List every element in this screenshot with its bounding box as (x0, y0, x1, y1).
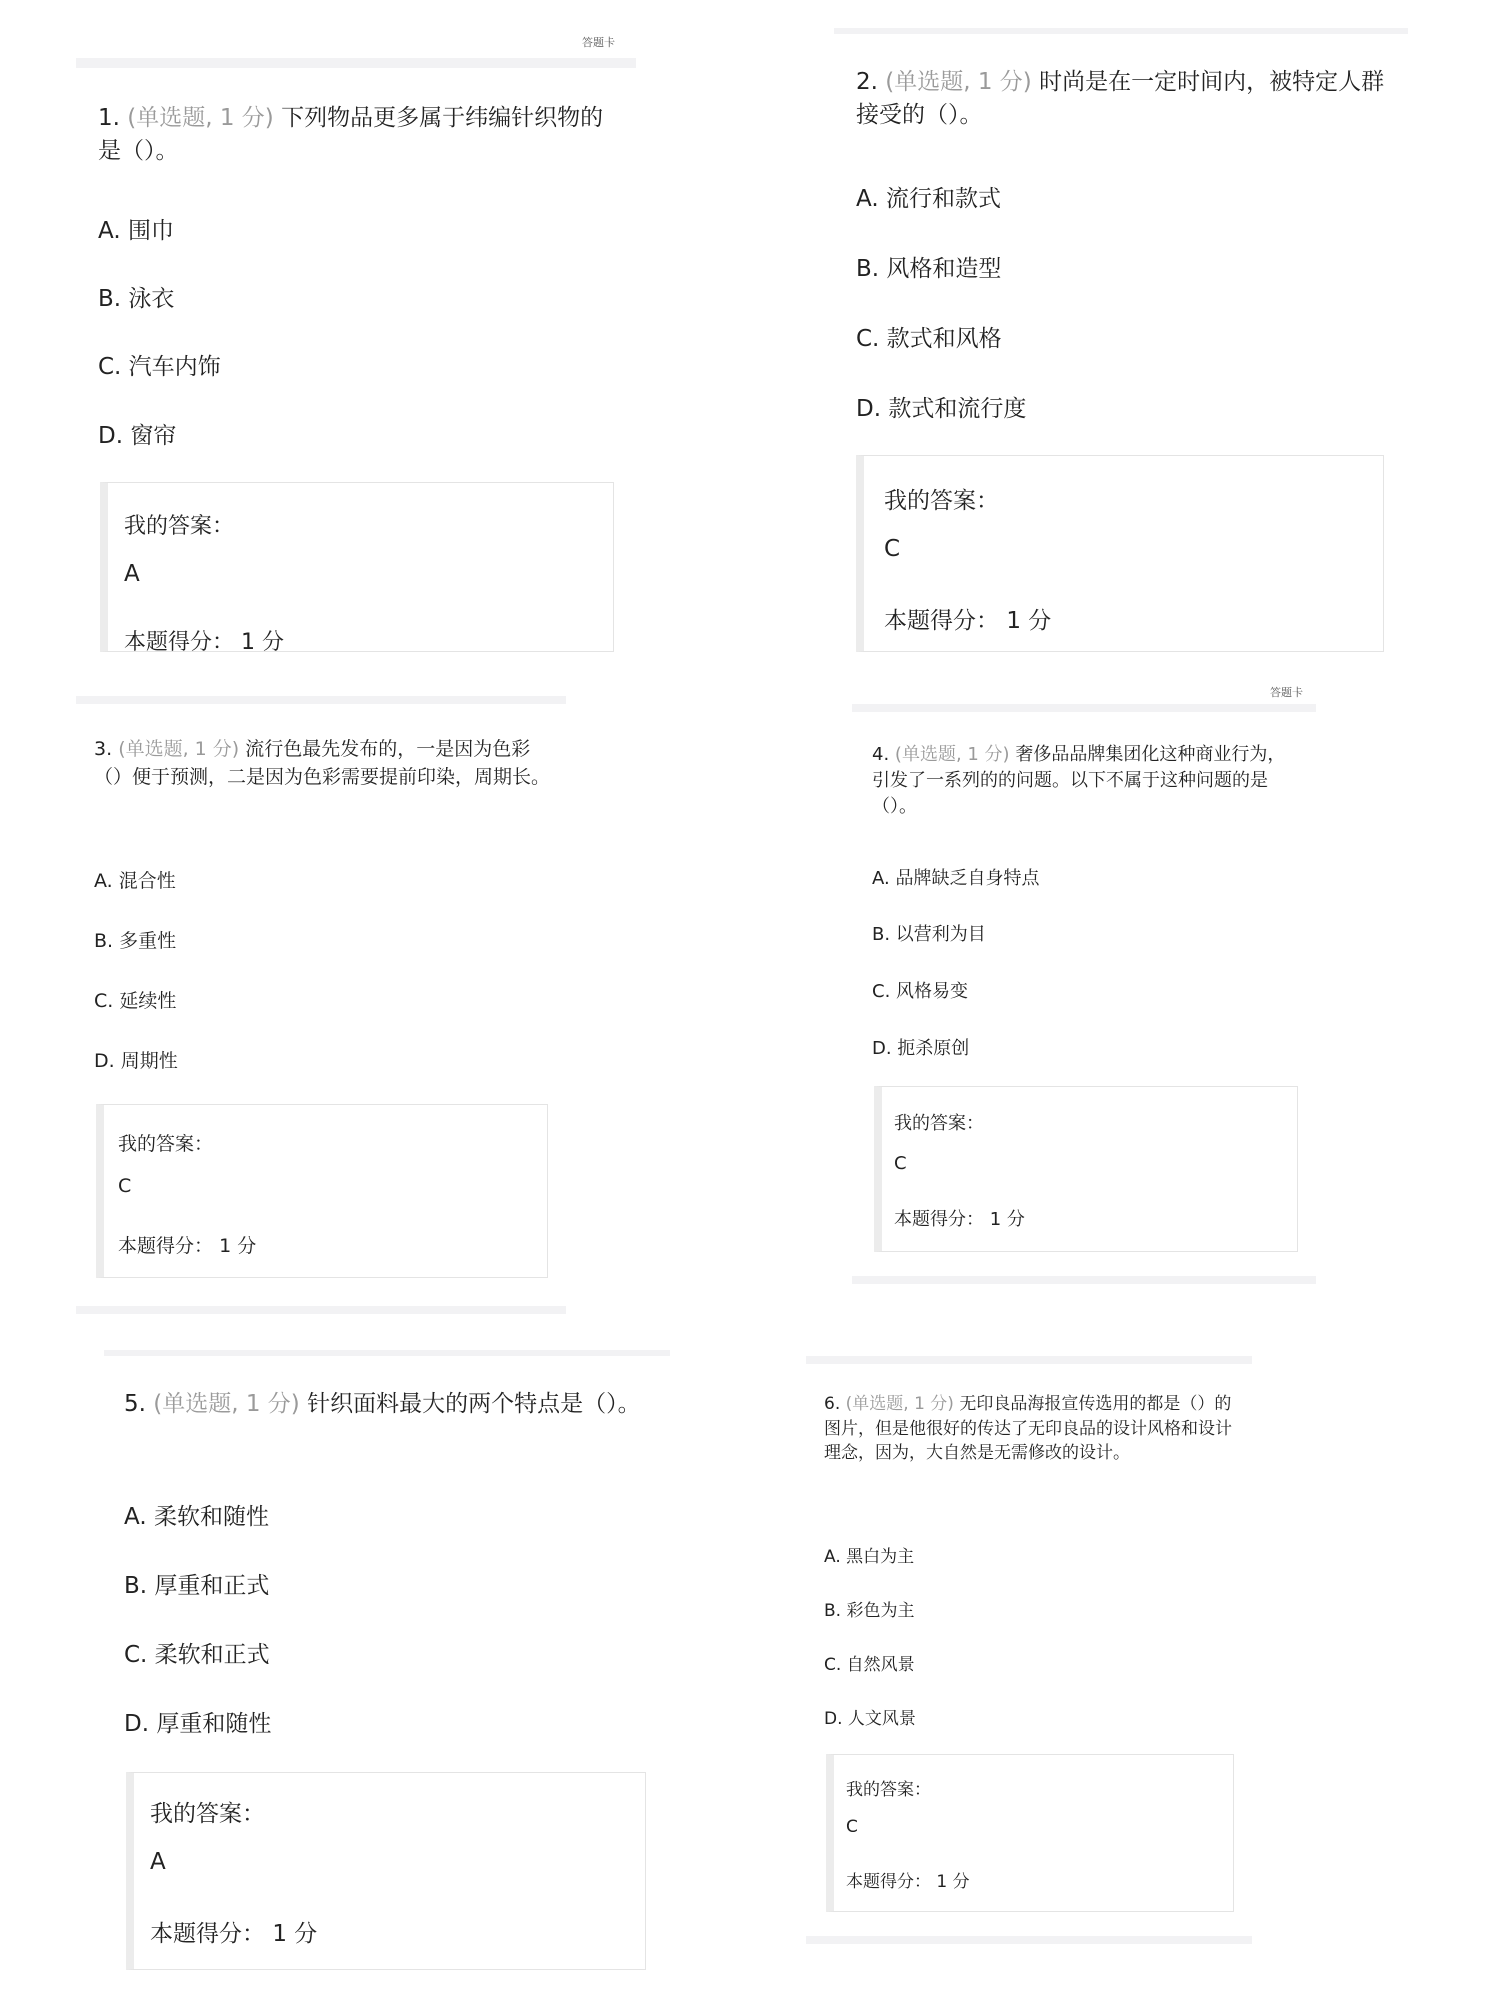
my-answer-value: C (894, 1153, 907, 1174)
option-d[interactable]: D. 窗帘 (98, 423, 177, 449)
my-answer-label: 我的答案： (884, 488, 999, 514)
question-meta: (单选题, 1 分) (845, 1394, 954, 1414)
option-c[interactable]: C. 柔软和正式 (124, 1642, 270, 1668)
option-a[interactable]: A. 黑白为主 (824, 1547, 915, 1567)
question-text: 2. (单选题, 1 分) 时尚是在一定时间内，被特定人群接受的（）。 (856, 69, 1385, 129)
my-answer-value: A (150, 1849, 166, 1875)
score-line: 本题得分： 1 分 (894, 1209, 1025, 1230)
question-text: 3. (单选题, 1 分) 流行色最先发布的，一是因为色彩（）便于预测，二是因为色彩需要提前印染，周期长。 (94, 738, 551, 788)
question-meta: (单选题, 1 分) (118, 738, 240, 760)
my-answer-value: A (124, 561, 140, 587)
option-c[interactable]: C. 延续性 (94, 990, 177, 1012)
panel-top-divider (76, 58, 636, 68)
my-answer-label: 我的答案： (150, 1801, 265, 1827)
question-text: 4. (单选题, 1 分) 奢侈品品牌集团化这种商业行为，引发了一系列的的问题。以下不属于这种问题的是（）。 (872, 744, 1286, 818)
panel-bottom-divider (852, 1276, 1316, 1284)
my-answer-value: C (118, 1175, 132, 1197)
question-meta: (单选题, 1 分) (885, 69, 1032, 95)
option-a[interactable]: A. 品牌缺乏自身特点 (872, 868, 1040, 889)
option-a[interactable]: A. 柔软和随性 (124, 1504, 269, 1530)
panel-bottom-divider (806, 1936, 1252, 1944)
question-text: 1. (单选题, 1 分) 下列物品更多属于纬编针织物的是（）。 (98, 105, 604, 165)
panel-top-divider (834, 28, 1408, 34)
option-d[interactable]: D. 厚重和随性 (124, 1711, 272, 1737)
option-b[interactable]: B. 泳衣 (98, 286, 175, 312)
option-a[interactable]: A. 围巾 (98, 218, 174, 244)
question-meta: (单选题, 1 分) (127, 105, 274, 131)
answer-box (856, 455, 1384, 652)
option-b[interactable]: B. 厚重和正式 (124, 1573, 270, 1599)
answer-box (874, 1086, 1298, 1252)
my-answer-label: 我的答案： (124, 514, 235, 539)
option-a[interactable]: A. 流行和款式 (856, 186, 1001, 212)
option-c[interactable]: C. 汽车内饰 (98, 354, 221, 380)
my-answer-value: C (884, 536, 901, 562)
score-line: 本题得分： 1 分 (124, 630, 285, 655)
panel-top-divider (76, 696, 566, 704)
panel-top-divider (852, 704, 1316, 712)
option-d[interactable]: D. 周期性 (94, 1050, 178, 1072)
option-c[interactable]: C. 款式和风格 (856, 326, 1002, 352)
score-line: 本题得分： 1 分 (884, 608, 1052, 634)
option-d[interactable]: D. 扼杀原创 (872, 1038, 970, 1059)
answer-card-link[interactable]: 答题卡 (582, 36, 615, 49)
option-a[interactable]: A. 混合性 (94, 870, 176, 892)
score-line: 本题得分： 1 分 (846, 1872, 970, 1892)
answer-card-link[interactable]: 答题卡 (1270, 686, 1303, 699)
answer-box (96, 1104, 548, 1278)
panel-top-divider (104, 1350, 670, 1356)
option-b[interactable]: B. 以营利为目 (872, 924, 986, 945)
answer-box (126, 1772, 646, 1970)
option-d[interactable]: D. 人文风景 (824, 1709, 916, 1729)
question-text: 5. (单选题, 1 分) 针织面料最大的两个特点是（）。 (124, 1391, 641, 1417)
answer-box (826, 1754, 1234, 1912)
question-meta: (单选题, 1 分) (153, 1391, 300, 1417)
my-answer-label: 我的答案： (846, 1780, 931, 1800)
my-answer-label: 我的答案： (894, 1113, 984, 1134)
my-answer-value: C (846, 1817, 858, 1837)
option-c[interactable]: C. 自然风景 (824, 1655, 915, 1675)
question-meta: (单选题, 1 分) (894, 744, 1010, 765)
score-line: 本题得分： 1 分 (150, 1921, 318, 1947)
panel-bottom-divider (76, 1306, 566, 1314)
option-b[interactable]: B. 多重性 (94, 930, 177, 952)
answer-box (100, 482, 614, 655)
option-b[interactable]: B. 风格和造型 (856, 256, 1002, 282)
score-line: 本题得分： 1 分 (118, 1235, 257, 1257)
option-b[interactable]: B. 彩色为主 (824, 1601, 915, 1621)
question-text: 6. (单选题, 1 分) 无印良品海报宣传选用的都是（）的图片，但是他很好的传达了无印良品的设计风格和设计理念，因为，大自然是无需修改的设计。 (824, 1394, 1232, 1464)
my-answer-label: 我的答案： (118, 1133, 214, 1155)
panel-top-divider (806, 1356, 1252, 1364)
option-c[interactable]: C. 风格易变 (872, 981, 969, 1002)
option-d[interactable]: D. 款式和流行度 (856, 396, 1027, 422)
